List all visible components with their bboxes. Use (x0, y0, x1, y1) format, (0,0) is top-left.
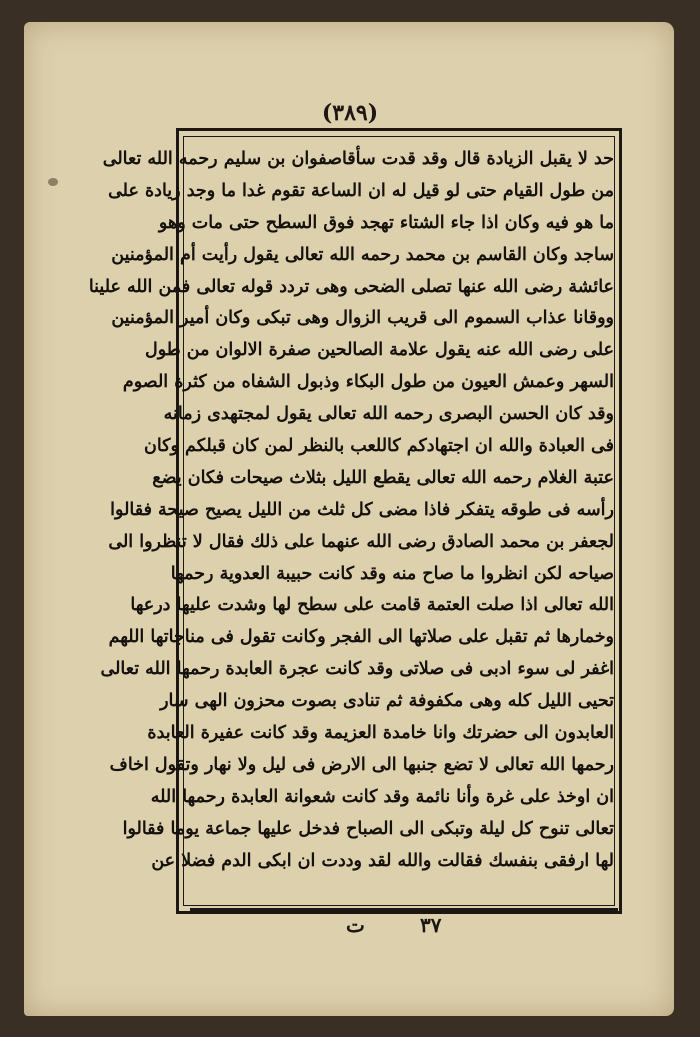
text-line: صياحه لكن انظروا ما صاح منه وقد كانت حبيبة العدوية رحمها (170, 563, 614, 584)
text-line: ووقانا عذاب السموم الى قريب الزوال وهى تبكى وكان أمير المؤمنين (111, 308, 614, 329)
text-line: تعالى تنوح كل ليلة وتبكى الى الصباح فدخل عليها جماعة يوما فقالوا (122, 818, 614, 839)
text-line: اغفر لى سوء ادبى فى صلاتى وقد كانت عجرة العابدة رحمها الله تعالى (100, 659, 614, 680)
text-line: على رضى الله عنه يقول علامة الصالحين صفرة الالوان من طول (144, 340, 614, 361)
sheet-number: ٣٧ (420, 913, 442, 937)
text-line: الله تعالى اذا صلت العتمة قامت على سطح لها وشدت عليها درعها (130, 595, 614, 616)
text-line: لجعفر بن محمد الصادق رضى الله عنهما على ذلك فقال لا تنظروا الى (108, 531, 614, 552)
text-line: ما هو فيه وكان اذا جاء الشتاء تهجد فوق السطح حتى مات وهو (158, 212, 614, 233)
ink-stain (48, 178, 58, 186)
text-line: تحيى الليل كله وهى مكفوفة ثم تنادى بصوت محزون الهى سار (160, 691, 614, 712)
body-text (88, 144, 614, 877)
text-line: رحمها الله تعالى لا تضع جنبها الى الارض فى ليل ولا نهار وتقول اخاف (109, 754, 614, 775)
text-line: عتبة الغلام رحمه الله تعالى يقطع الليل بثلاث صيحات فكان يضع (152, 467, 614, 488)
frame-bottom-rule (190, 908, 618, 911)
page-number-top: (٣٨٩) (321, 100, 379, 126)
signature-mark: ت (346, 913, 365, 937)
text-line: فى العبادة والله ان اجتهادكم كاللعب بالنظر لمن كان قبلكم وكان (144, 436, 614, 457)
text-line: العابدون الى حضرتك وانا خامدة العزيمة وقد كانت عفيرة العابدة (147, 723, 614, 744)
text-line: ساجد وكان القاسم بن محمد رحمه الله تعالى يقول رأيت أم المؤمنين (111, 244, 614, 265)
text-line: السهر وعمش العيون من طول البكاء وذبول الشفاه من كثرة الصوم (122, 372, 614, 393)
text-line: من طول القيام حتى لو قيل له ان الساعة تقوم غدا ما وجد زيادة على (108, 180, 614, 201)
text-line: لها ارفقى بنفسك فقالت والله لقد وددت ان ابكى الدم فضلا عن (151, 850, 614, 871)
text-line: وقد كان الحسن البصرى رحمه الله تعالى يقول لمجتهدى زمانه (163, 404, 614, 425)
text-line: وخمارها ثم تقبل على صلاتها الى الفجر وكانت تقول فى مناجاتها اللهم (108, 627, 614, 648)
text-line: عائشة رضى الله عنها تصلى الضحى وهى تردد قوله تعالى فمن الله علينا (88, 276, 614, 297)
text-line: ان اوخذ على غرة وأنا نائمة وقد كانت شعوانة العابدة رحمها الله (150, 786, 614, 807)
text-line: حد لا يقبل الزيادة قال وقد قدت سأقاصفوان بن سليم رحمه الله تعالى (102, 149, 614, 169)
text-line: رأسه فى طوقه يتفكر فاذا مضى كل ثلث من الليل يصيح صيحة فقالوا (110, 499, 614, 520)
